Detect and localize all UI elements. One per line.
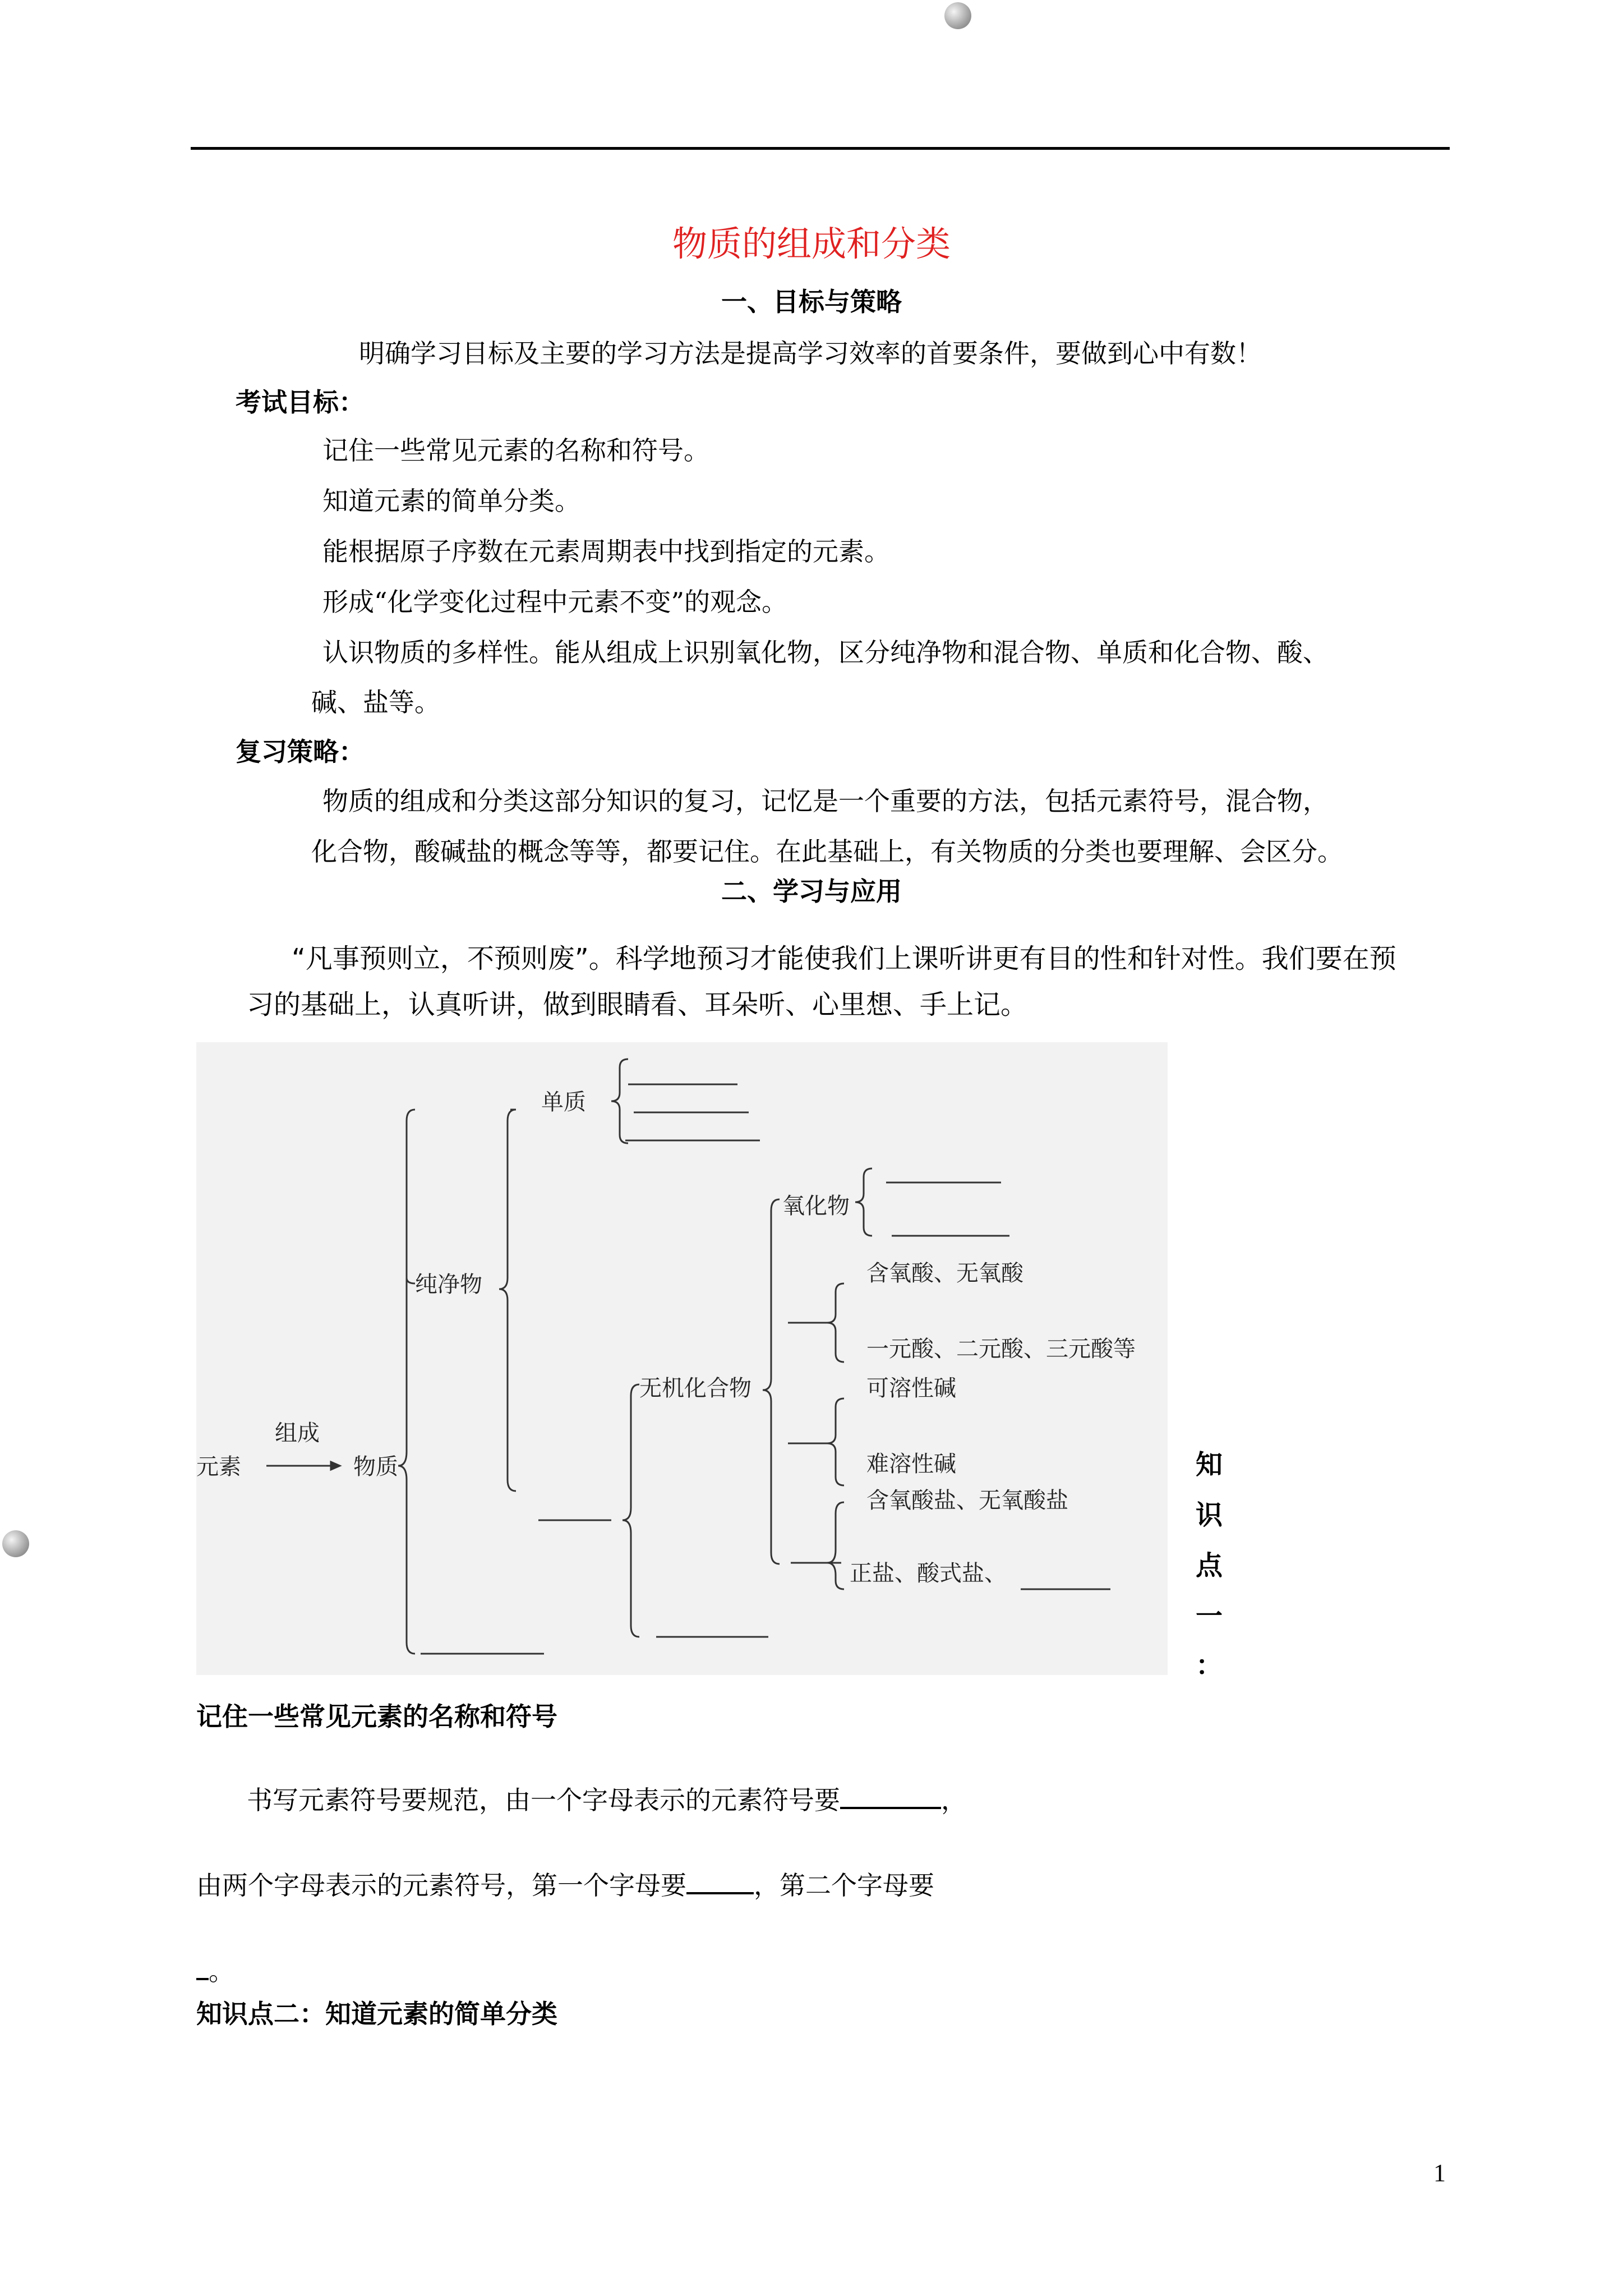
fill-blank-3[interactable] [196,1952,209,1980]
goal-item-3: 能根据原子序数在元素周期表中找到指定的元素。 [322,536,890,567]
node-base-insoluble: 难溶性碱 [866,1451,956,1477]
kp1-line-3-end: 。 [209,1956,234,1986]
side-label-char-3: 点 [1195,1550,1223,1581]
section1-heading: 一、目标与策略 [721,287,902,317]
goal-item-5: 认识物质的多样性。能从组成上识别氧化物，区分纯净物和混合物、单质和化合物、酸、 [322,637,1329,668]
node-base-soluble: 可溶性碱 [866,1375,956,1401]
node-salt-oxy: 含氧酸盐、无氧酸盐 [866,1488,1068,1513]
page-title: 物质的组成和分类 [672,223,951,264]
node-oxide: 氧化物 [782,1193,850,1219]
exam-goals-label: 考试目标： [236,387,365,417]
kp1-heading: 记住一些常见元素的名称和符号 [196,1701,557,1732]
node-acid-oxy: 含氧酸、无氧酸 [866,1260,1023,1286]
kp1-line-2 [196,1866,934,1902]
kp2-heading: 知识点二：知道元素的简单分类 [196,1999,557,2029]
section1-intro: 明确学习目标及主要的学习方法是提高学习效率的首要条件，要做到心中有数！ [359,338,1262,369]
goal-item-2: 知道元素的简单分类。 [322,486,580,516]
review-line-2: 化合物，酸碱盐的概念等等，都要记住。在此基础上，有关物质的分类也要理解、会区分。 [311,836,1343,867]
node-substance: 物质 [353,1454,398,1480]
kp1-line-1 [247,1781,967,1817]
quote-line-2: 习的基础上，认真听讲，做到眼睛看、耳朵听、心里想、手上记。 [247,989,1028,1020]
fill-blank-1[interactable] [840,1781,941,1809]
binding-dot-top [944,2,971,29]
node-acid-basicity: 一元酸、二元酸、三元酸等 [866,1336,1136,1362]
node-inorganic-compound: 无机化合物 [639,1375,751,1401]
node-elemental-substance: 单质 [541,1089,586,1115]
classification-diagram [196,1042,1168,1675]
kp1-line-1-end: ， [941,1785,967,1815]
review-line-1: 物质的组成和分类这部分知识的复习，记忆是一个重要的方法，包括元素符号，混合物， [322,786,1329,816]
goal-item-4: 形成“化学变化过程中元素不变”的观念。 [322,587,788,617]
section2-heading: 二、学习与应用 [721,876,902,907]
side-label-char-1: 知 [1195,1449,1223,1480]
node-salt-types: 正盐、酸式盐、 [850,1561,1007,1586]
side-label-char-2: 识 [1195,1499,1223,1531]
goal-item-1: 记住一些常见元素的名称和符号。 [322,435,709,466]
kp1-line-2-mid: ，第二个字母要 [754,1870,934,1901]
node-composed: 组成 [275,1420,320,1446]
goal-item-5-cont: 碱、盐等。 [311,687,440,717]
side-label-char-5: ： [1195,1650,1223,1681]
fill-blank-2[interactable] [686,1866,754,1894]
classification-tree [196,1042,1168,1675]
binding-dot-left [2,1530,29,1557]
kp1-line-1-text: 书写元素符号要规范，由一个字母表示的元素符号要 [247,1785,840,1815]
header-rule [191,147,1450,150]
kp1-line-2-text: 由两个字母表示的元素符号，第一个字母要 [196,1870,686,1901]
node-pure-substance: 纯净物 [415,1272,482,1297]
review-strategy-label: 复习策略： [236,737,365,767]
quote-line-1: “凡事预则立，不预则废”。科学地预习才能使我们上课听讲更有目的性和针对性。我们要在预 [292,943,1396,974]
kp1-line-3 [196,1952,234,1988]
side-label-char-4: 一 [1195,1600,1223,1632]
node-element: 元素 [196,1454,241,1480]
page-number: 1 [1433,2159,1446,2187]
